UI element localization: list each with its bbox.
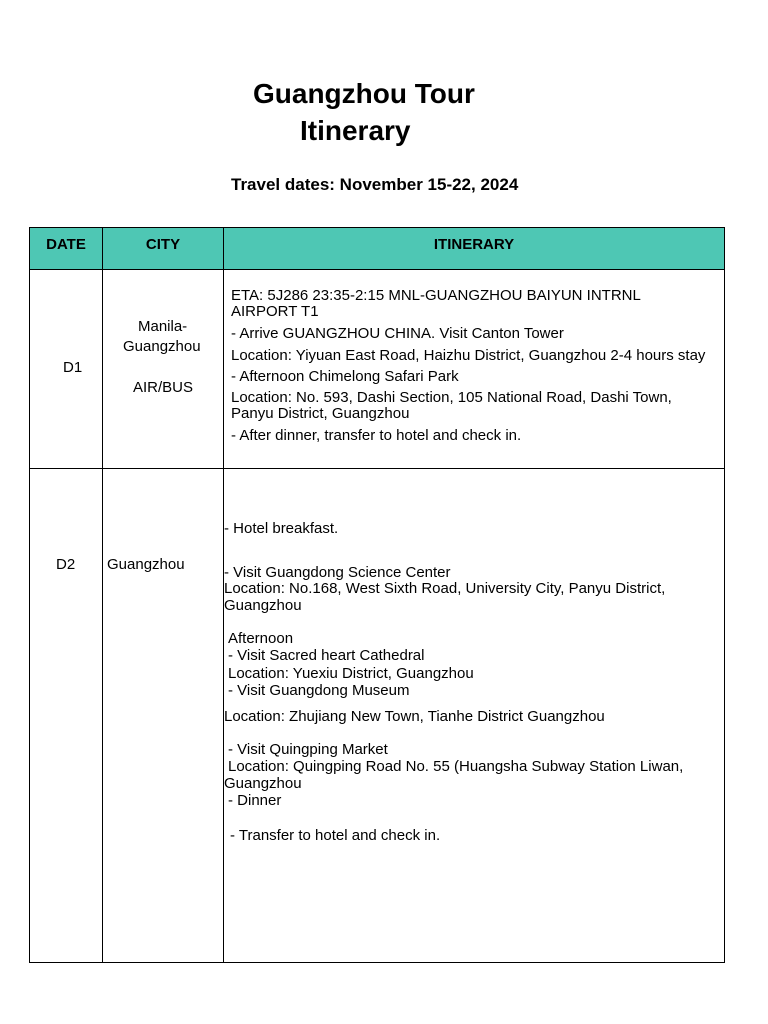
itinerary-line: Location: Zhujiang New Town, Tianhe District Guangzhou	[224, 708, 605, 725]
itinerary-cell	[224, 270, 725, 469]
column-header-date: DATE	[30, 228, 103, 270]
itinerary-cell	[224, 469, 725, 963]
column-header-city: CITY	[103, 228, 224, 270]
table-row	[30, 270, 725, 469]
itinerary-table	[29, 227, 725, 963]
itinerary-line: - Visit Guangdong Science Center	[224, 564, 451, 581]
city-line-1: Manila-	[138, 318, 188, 335]
itinerary-line: - Visit Sacred heart Cathedral	[228, 647, 425, 664]
day-label: D2	[56, 556, 76, 573]
column-header-itinerary: ITINERARY	[224, 228, 725, 270]
date-cell	[30, 270, 103, 469]
date-cell	[30, 469, 103, 963]
day-label: D1	[63, 359, 83, 376]
page-title-line-2: Itinerary	[300, 115, 411, 146]
itinerary-line: Location: Yuexiu District, Guangzhou	[228, 665, 474, 682]
city-cell	[103, 270, 224, 469]
itinerary-line: Location: No. 593, Dashi Section, 105 National Road, Dashi Town, Panyu District, Guangzhou	[231, 389, 672, 422]
itinerary-line: Location: Yiyuan East Road, Haizhu District, Guangzhou 2-4 hours stay	[231, 347, 706, 364]
itinerary-line: ETA: 5J286 23:35-2:15 MNL-GUANGZHOU BAIYUN INTRNL AIRPORT T1	[231, 287, 641, 320]
city-name: Guangzhou	[107, 556, 185, 573]
city-line-2: Guangzhou	[123, 338, 201, 355]
travel-dates: Travel dates: November 15-22, 2024	[231, 175, 519, 194]
table-header-row	[30, 228, 725, 270]
itinerary-line: Location: No.168, West Sixth Road, University City, Panyu District, Guangzhou	[224, 580, 666, 614]
itinerary-line: Location: Quingping Road No. 55 (Huangsha Subway Station Liwan, Guangzhou	[224, 758, 684, 792]
city-cell	[103, 469, 224, 963]
itinerary-line: - Arrive GUANGZHOU CHINA. Visit Canton Tower	[231, 325, 564, 342]
itinerary-line: - Dinner	[228, 792, 282, 809]
itinerary-line: - Visit Guangdong Museum	[228, 682, 410, 699]
transport-mode: AIR/BUS	[133, 379, 194, 396]
itinerary-line: - Afternoon Chimelong Safari Park	[231, 368, 459, 385]
itinerary-line: - Visit Quingping Market	[228, 741, 388, 758]
itinerary-line: Afternoon	[228, 630, 294, 647]
itinerary-line: - After dinner, transfer to hotel and check in.	[231, 427, 522, 444]
table-row	[30, 469, 725, 963]
itinerary-line: - Hotel breakfast.	[224, 520, 339, 537]
page-title-line-1: Guangzhou Tour	[253, 78, 475, 109]
itinerary-line: - Transfer to hotel and check in.	[230, 827, 441, 844]
